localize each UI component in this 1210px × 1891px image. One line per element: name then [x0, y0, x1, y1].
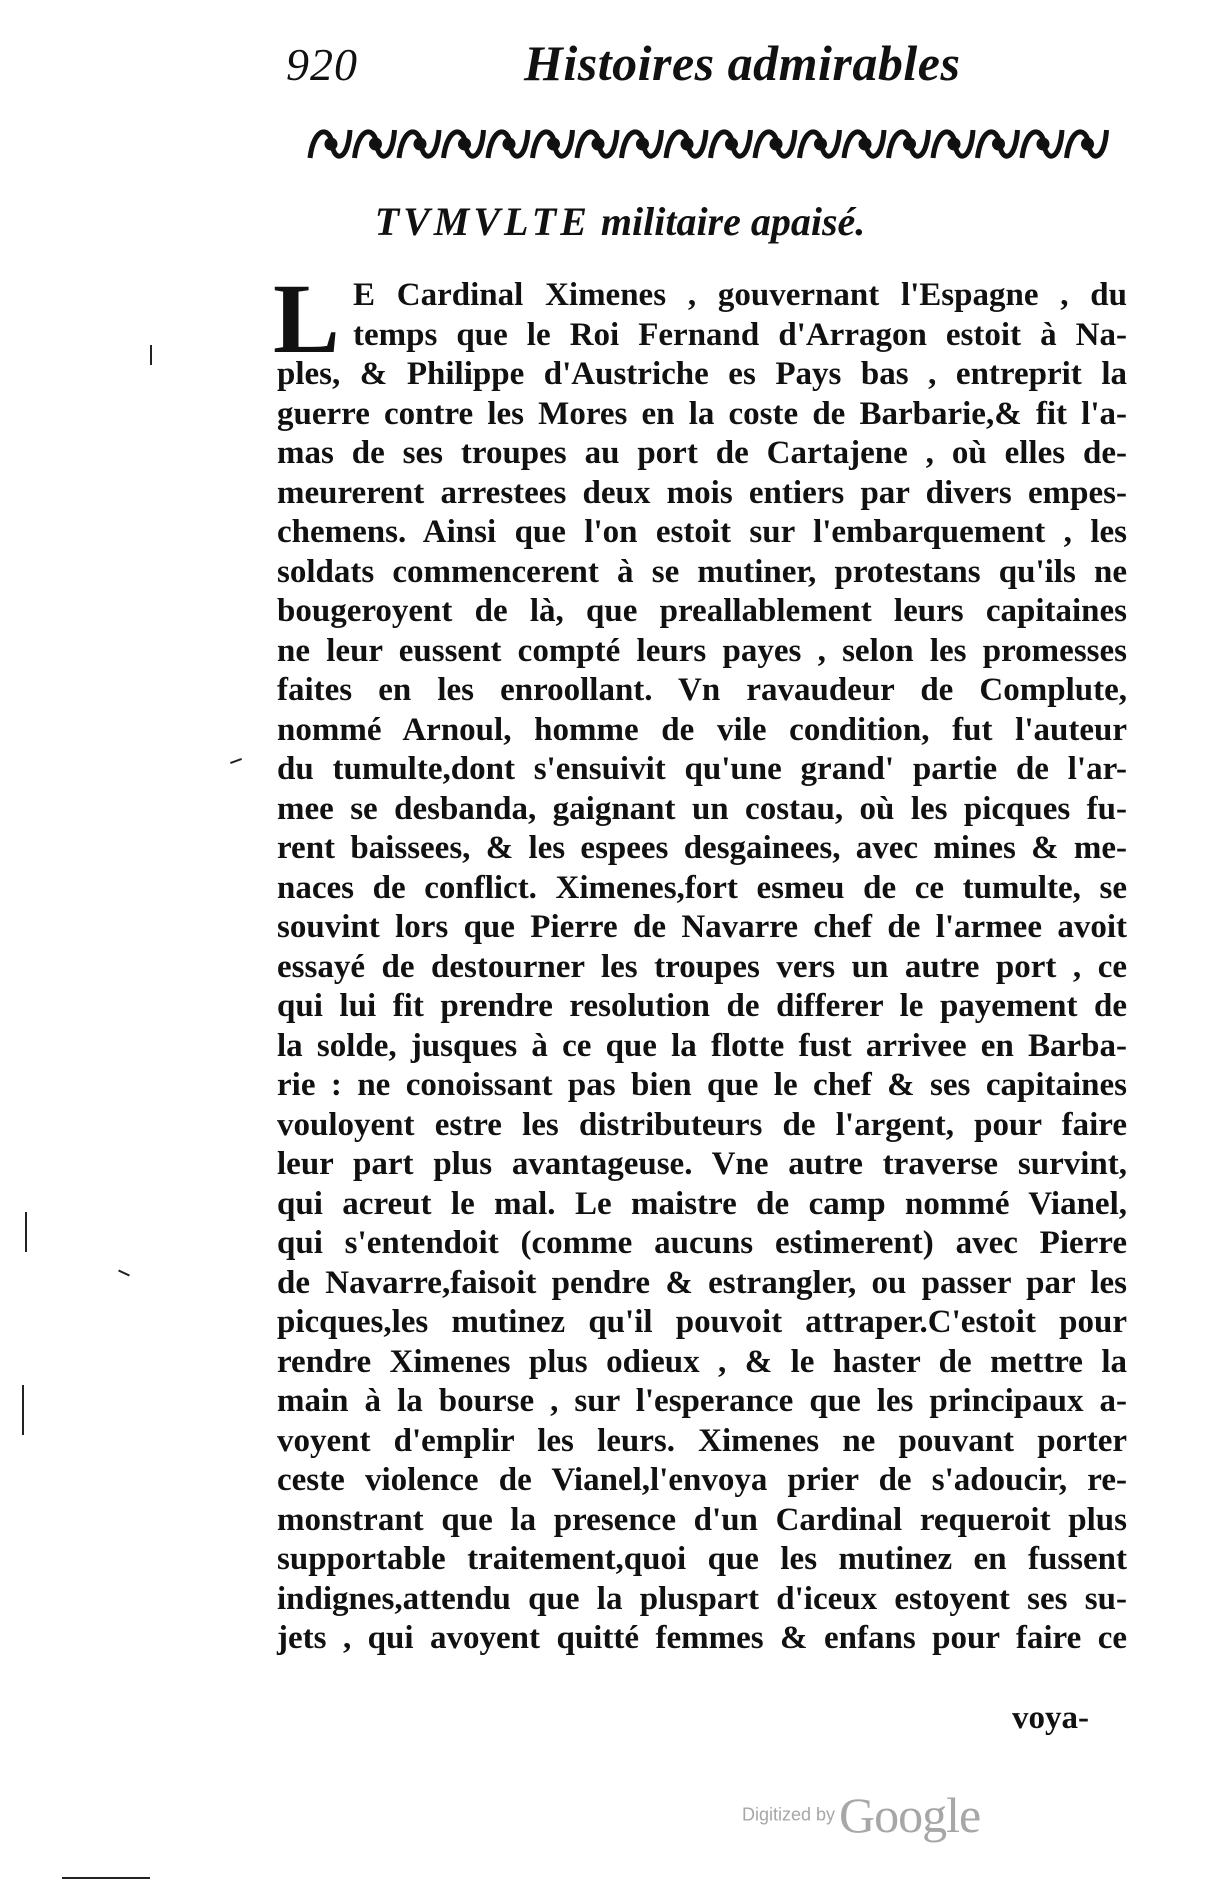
text-line: main à la bourse , sur l'esperance que les principaux a- [277, 1383, 1127, 1419]
margin-tick [25, 1212, 27, 1252]
text-line: vouloyent estre les distributeurs de l'argent, pour faire [277, 1106, 1127, 1143]
digitization-watermark [742, 1786, 980, 1844]
text-line: voyent d'emplir les leurs. Ximenes ne pouvant porter [277, 1422, 1127, 1459]
chapter-title-rest: militaire apaisé. [600, 199, 866, 244]
margin-tick [22, 1385, 24, 1435]
text-line: ples, & Philippe d'Austriche es Pays bas , entreprit la [277, 356, 1127, 392]
ornament-dot [1039, 140, 1047, 148]
text-line: temps que le Roi Fernand d'Arragon estoit à Na- [353, 316, 1127, 353]
text-line: mee se desbanda, gaignant un costau, où les picques fu- [277, 790, 1127, 827]
text-line: mas de ses troupes au port de Cartajene , où elles de- [277, 435, 1127, 471]
text-line: rendre Ximenes plus odieux , & le haster de mettre la [277, 1343, 1127, 1380]
ornament-dot [550, 140, 558, 148]
margin-tick [150, 345, 152, 365]
text-line: qui lui fit prendre resolution de differer le payement de [277, 988, 1127, 1024]
ornament-dot [505, 140, 513, 148]
ornament-dot [372, 140, 380, 148]
text-line: jets , qui avoyent quitté femmes & enfans pour faire ce [277, 1620, 1127, 1656]
text-line: nommé Arnoul, homme de vile condition, fut l'auteur [277, 711, 1127, 748]
text-line: rie : ne conoissant pas bien que le chef & ses capitaines [277, 1067, 1127, 1103]
ornament-dot [772, 140, 780, 148]
margin-rule [62, 1877, 150, 1879]
ornament-dot [639, 140, 647, 148]
ornament-dot [950, 140, 958, 148]
body-text [273, 263, 1127, 1659]
text-line: bougeroyent de là, que preallablement leurs capitaines [277, 593, 1127, 629]
catchword: voya- [1012, 1700, 1089, 1736]
text-line: guerre contre les Mores en la coste de Barbarie,& fit l'a- [277, 395, 1127, 432]
chapter-title [0, 198, 1210, 245]
watermark-prefix: Digitized by [742, 1804, 836, 1825]
ornament-dot [416, 140, 424, 148]
text-line: E Cardinal Ximenes , gouvernant l'Espagne , du [353, 277, 1127, 313]
ornament-dot [1084, 140, 1092, 148]
text-line: qui s'entendoit (comme aucuns estimerent) avec Pierre [277, 1225, 1127, 1261]
text-line: chemens. Ainsi que l'on estoit sur l'embarquement , les [277, 514, 1127, 550]
text-line: naces de conflict. Ximenes,fort esmeu de ce tumulte, se [277, 869, 1127, 906]
printer-ornament-band-icon [302, 118, 1112, 170]
text-line: soldats commencerent à se mutiner, protestans qu'ils ne [277, 553, 1127, 590]
ornament-dot [906, 140, 914, 148]
text-line: rent baissees, & les espees desgainees, avec mines & me- [277, 830, 1127, 866]
chapter-title-caps: TVMVLTE [374, 199, 591, 244]
text-line: souvint lors que Pierre de Navarre chef de l'armee avoit [277, 909, 1127, 945]
text-line: ne leur eussent compté leurs payes , selon les promesses [277, 632, 1127, 669]
text-line: monstrant que la presence d'un Cardinal requeroit plus [277, 1501, 1127, 1538]
text-line: meurerent arrestees deux mois entiers par divers empes- [277, 474, 1127, 511]
running-title: Histoires admirables [524, 35, 961, 91]
margin-tick [118, 1270, 130, 1277]
text-line: faites en les enroollant. Vn ravaudeur de Complute, [277, 672, 1127, 708]
ornament-dot [683, 140, 691, 148]
ornament-dot [995, 140, 1003, 148]
ornament-dot [728, 140, 736, 148]
ornament-dot [327, 140, 335, 148]
watermark-brand: Google [839, 1787, 981, 1843]
drop-cap: L [273, 263, 340, 374]
text-line: du tumulte,dont s'ensuivit qu'une grand' partie de l'ar- [277, 751, 1127, 787]
margin-tick [230, 758, 242, 764]
text-line: qui acreut le mal. Le maistre de camp nommé Vianel, [277, 1185, 1127, 1222]
ornament-dot [861, 140, 869, 148]
text-lines [277, 276, 1127, 1659]
text-line: essayé de destourner les troupes vers un autre port , ce [277, 948, 1127, 985]
text-line: indignes,attendu que la pluspart d'iceux estoyent ses su- [277, 1580, 1127, 1617]
ornament-dot [461, 140, 469, 148]
text-line: ceste violence de Vianel,l'envoya prier de s'adoucir, re- [277, 1462, 1127, 1498]
ornament-dot [817, 140, 825, 148]
text-line: la solde, jusques à ce que la flotte fust arrivee en Barba- [277, 1027, 1127, 1064]
text-line: picques,les mutinez qu'il pouvoit attraper.C'estoit pour [277, 1304, 1127, 1340]
page-number: 920 [286, 39, 358, 90]
ornament-dot [594, 140, 602, 148]
text-line: leur part plus avantageuse. Vne autre traverse survint, [277, 1146, 1127, 1182]
text-line: de Navarre,faisoit pendre & estrangler, ou passer par les [277, 1264, 1127, 1301]
text-line: supportable traitement,quoi que les mutinez en fussent [277, 1541, 1127, 1577]
running-head [286, 34, 1046, 94]
